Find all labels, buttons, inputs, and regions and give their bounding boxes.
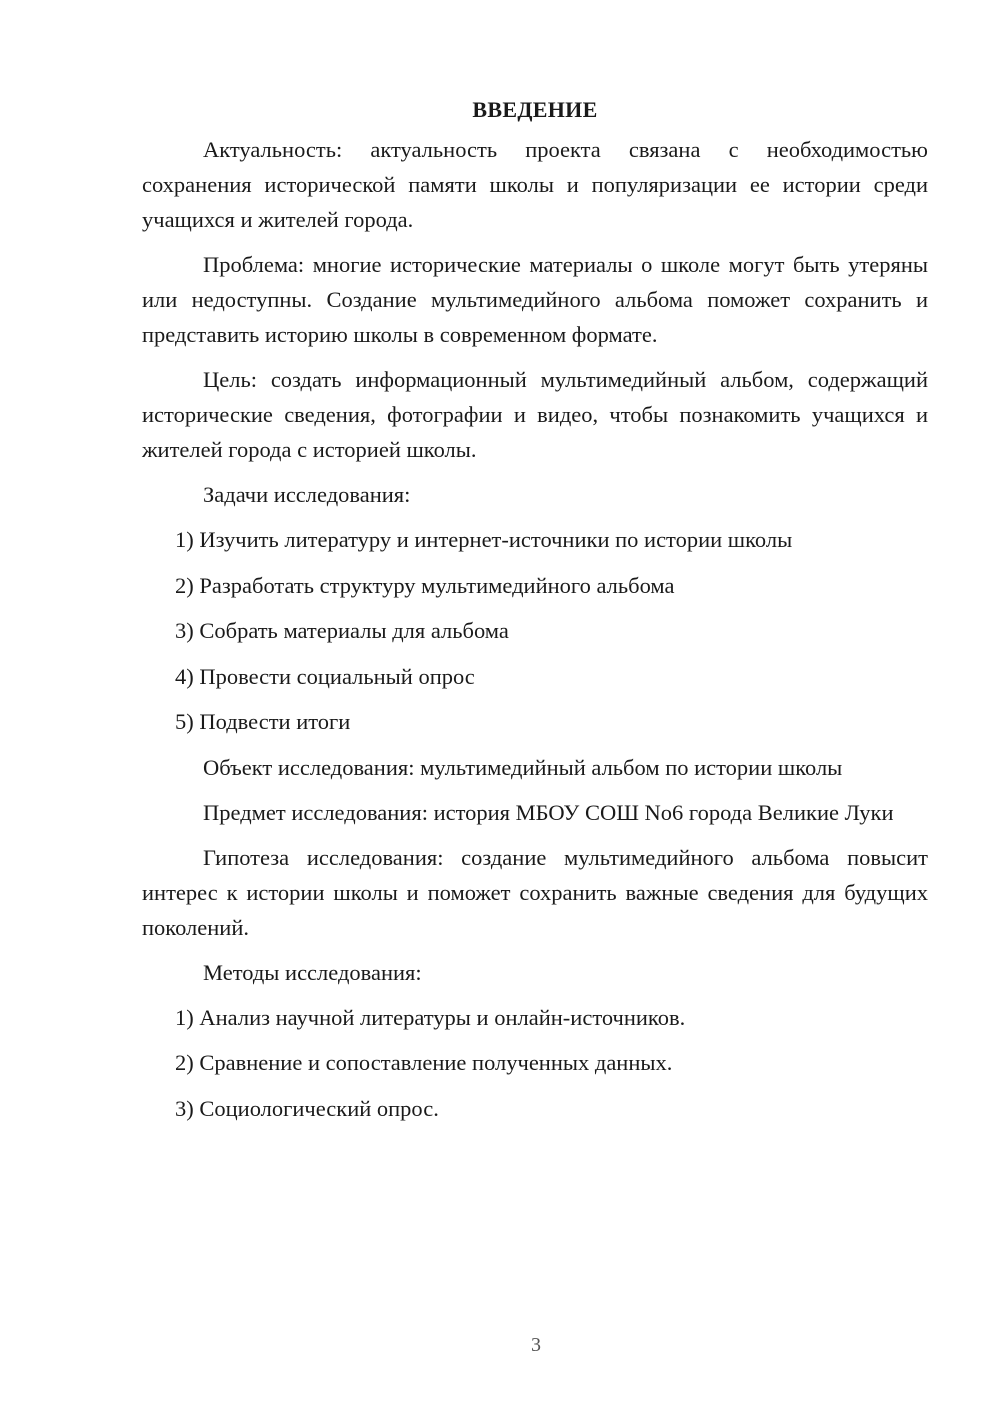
methods-list: [142, 1000, 928, 1126]
list-item: 3) Социологический опрос.: [175, 1095, 439, 1121]
document-page: [142, 92, 928, 1136]
methods-heading: Методы исследования:: [203, 959, 422, 985]
list-item: 1) Анализ научной литературы и онлайн-источников.: [175, 1004, 686, 1030]
list-item: 3) Собрать материалы для альбома: [175, 618, 509, 643]
hypothesis-paragraph: Гипотеза исследования: создание мультимедийного альбома повысит интерес к истории школы и поможет сохранить важные сведения для будущих поколений.: [142, 844, 928, 940]
tasks-list: [142, 522, 928, 739]
list-item: 2) Разработать структуру мультимедийного альбома: [175, 572, 675, 598]
list-item: 5) Подвести итоги: [175, 709, 351, 734]
page-number: 3: [531, 1334, 541, 1356]
goal-paragraph: Цель: создать информационный мультимедийный альбом, содержащий исторические сведения, фотографии и видео, чтобы познакомить учащихся и жителей города с историей школы.: [142, 367, 928, 462]
page-title: ВВЕДЕНИЕ: [472, 97, 598, 122]
list-item: 4) Провести социальный опрос: [175, 663, 475, 689]
object-paragraph: Объект исследования: мультимедийный альбом по истории школы: [203, 754, 843, 780]
tasks-heading: Задачи исследования:: [203, 482, 411, 507]
problem-paragraph: Проблема: многие исторические материалы о школе могут быть утеряны или недоступны. Создание мультимедийного альбома поможет сохранить и представить историю школы в современном формате.: [142, 252, 928, 347]
list-item: 1) Изучить литературу и интернет-источники по истории школы: [175, 527, 793, 552]
relevance-paragraph: Актуальность: актуальность проекта связана с необходимостью сохранения исторической памяти школы и популяризации ее истории среди учащихся и жителей города.: [142, 137, 928, 232]
subject-paragraph: Предмет исследования: история МБОУ СОШ No6 города Великие Луки: [203, 799, 894, 825]
list-item: 2) Сравнение и сопоставление полученных данных.: [175, 1050, 673, 1075]
